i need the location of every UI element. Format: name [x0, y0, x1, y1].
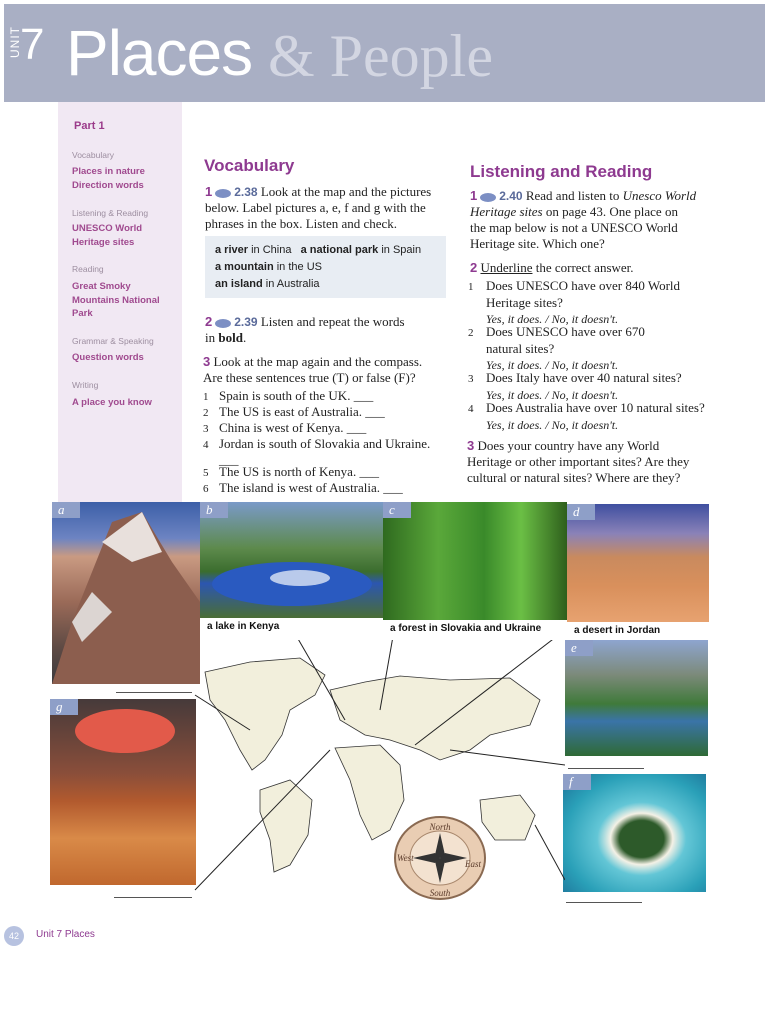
answer-line-a: [116, 692, 192, 693]
sidebar-label-writing: Writing: [72, 380, 99, 390]
answer-options[interactable]: Yes, it does. / No, it doesn't.: [486, 418, 619, 432]
photo-label-b: b: [200, 502, 228, 518]
sidebar-item: Question words: [72, 352, 144, 363]
answer-line-e: [568, 768, 644, 769]
photo-desert: [567, 504, 709, 622]
caption-forest: a forest in Slovakia and Ukraine: [386, 622, 545, 635]
photo-island: [563, 774, 706, 892]
answer-options[interactable]: Yes, it does. / No, it doesn't.: [486, 358, 619, 372]
sidebar-label-listening: Listening & Reading: [72, 208, 149, 218]
instruction-line: phrases in the box. Listen and check.: [205, 216, 398, 231]
sidebar-item: Park: [72, 308, 93, 319]
photo-label-c: c: [383, 502, 411, 518]
photo-label-g: g: [50, 699, 78, 715]
caption-lake: a lake in Kenya: [203, 620, 283, 633]
australia-shape: [480, 795, 535, 840]
lake-image: [200, 502, 383, 618]
mountain-image: [52, 502, 200, 684]
box-line: a mountain in the US: [215, 261, 322, 273]
track-number: 2.38: [234, 185, 258, 199]
page-number: 42: [4, 926, 24, 946]
photo-mountain: [52, 502, 200, 684]
sidebar-item: Great Smoky: [72, 281, 131, 292]
compass-icon: [393, 815, 487, 901]
photo-label-d: d: [567, 504, 595, 520]
sidebar-part: Part 1: [74, 120, 105, 132]
instruction-line: below. Label pictures a, e, f and g with the: [205, 200, 426, 215]
unit-title-main: Places: [66, 17, 253, 89]
compass-west: West: [397, 853, 414, 863]
cd-icon: [215, 319, 231, 328]
unit-word: UNIT: [8, 26, 22, 58]
north-america-shape: [205, 658, 325, 770]
question-item: 4 Does Australia have over 10 natural sites? Yes, it does. / No, it doesn't.: [468, 400, 705, 432]
statement-item: 6 The island is west of Australia. ___: [203, 480, 403, 495]
photo-label-e: e: [565, 640, 593, 656]
instruction-line: Look at the map and the pictures: [260, 184, 432, 199]
box-line: a river in China a national park in Spain: [215, 244, 422, 256]
question-item: 3 Does Italy have over 40 natural sites? Yes, it does. / No, it doesn't.: [468, 370, 682, 402]
cd-icon: [215, 189, 231, 198]
photo-national-park: [50, 699, 196, 885]
vocab-exercise-3: 3 Look at the map again and the compass. Are these sentences true (T) or false (F)?: [203, 354, 423, 385]
statement-item: ___: [219, 452, 239, 467]
listening-heading: Listening and Reading: [470, 162, 653, 181]
statement-item: 3 China is west of Kenya. ___: [203, 420, 367, 435]
sidebar-item: Heritage sites: [72, 237, 135, 248]
photo-label-a: a: [52, 502, 80, 518]
unit-number: 7: [20, 20, 45, 69]
compass-east: East: [465, 859, 482, 869]
sidebar-item: Direction words: [72, 180, 144, 191]
compass-north: North: [429, 822, 451, 832]
statement-item: 5 The US is north of Kenya. ___: [203, 464, 379, 479]
question-item: 1 Does UNESCO have over 840 World Heritage sites? Yes, it does. / No, it doesn't.: [468, 278, 681, 326]
statement-item: 1 Spain is south of the UK. ___: [203, 388, 374, 403]
listening-exercise-3: 3 Does your country have any World Heritage or other important sites? Are they cultural or natural sites? Where are they?: [467, 438, 690, 485]
south-america-shape: [260, 780, 312, 872]
world-map: [190, 640, 565, 900]
sidebar-item: UNESCO World: [72, 223, 143, 234]
cd-icon: [480, 193, 496, 202]
vocab-exercise-2: 2 2.39 Listen and repeat the words in bold.: [205, 314, 405, 345]
photo-river: [565, 640, 708, 756]
sidebar-label-vocabulary: Vocabulary: [72, 150, 115, 160]
sidebar-item: A place you know: [72, 397, 152, 408]
vocabulary-heading: Vocabulary: [204, 156, 295, 175]
unit-title-rest: & People: [268, 23, 493, 89]
answer-options[interactable]: Yes, it does. / No, it doesn't.: [486, 388, 619, 402]
photo-forest: [383, 502, 567, 620]
sidebar-label-grammar: Grammar & Speaking: [72, 336, 154, 346]
box-line: an island in Australia: [215, 278, 320, 290]
pointer-line: [535, 825, 565, 880]
footer-unit: Unit 7 Places: [36, 929, 95, 940]
photo-lake: [200, 502, 383, 618]
answer-options[interactable]: Yes, it does. / No, it doesn't.: [486, 312, 619, 326]
exercise-number: 1: [205, 184, 213, 199]
vocab-exercise-1: [205, 184, 455, 232]
photo-label-f: f: [563, 774, 591, 790]
sidebar-item: Places in nature: [72, 166, 145, 177]
listening-exercise-2: 2 Underline the correct answer.: [470, 260, 634, 275]
sunset-image: [50, 699, 196, 885]
answer-line-f: [566, 902, 642, 903]
sidebar-label-reading: Reading: [72, 264, 104, 274]
caption-desert: a desert in Jordan: [570, 624, 664, 637]
compass-south: South: [429, 888, 451, 898]
statement-item: 4 Jordan is south of Slovakia and Ukraine.: [203, 436, 431, 451]
statement-item: 2 The US is east of Australia. ___: [203, 404, 385, 419]
answer-line-g: [114, 897, 192, 898]
question-item: 2 Does UNESCO have over 670 natural sites? Yes, it does. / No, it doesn't.: [468, 324, 645, 372]
pointer-line: [450, 750, 565, 765]
sidebar-item: Mountains National: [72, 295, 160, 306]
listening-exercise-1: 1 2.40 Read and listen to Unesco World Heritage sites on page 43. One place on the map below is not a UNESCO World Heritage site. Which one?: [470, 188, 697, 251]
